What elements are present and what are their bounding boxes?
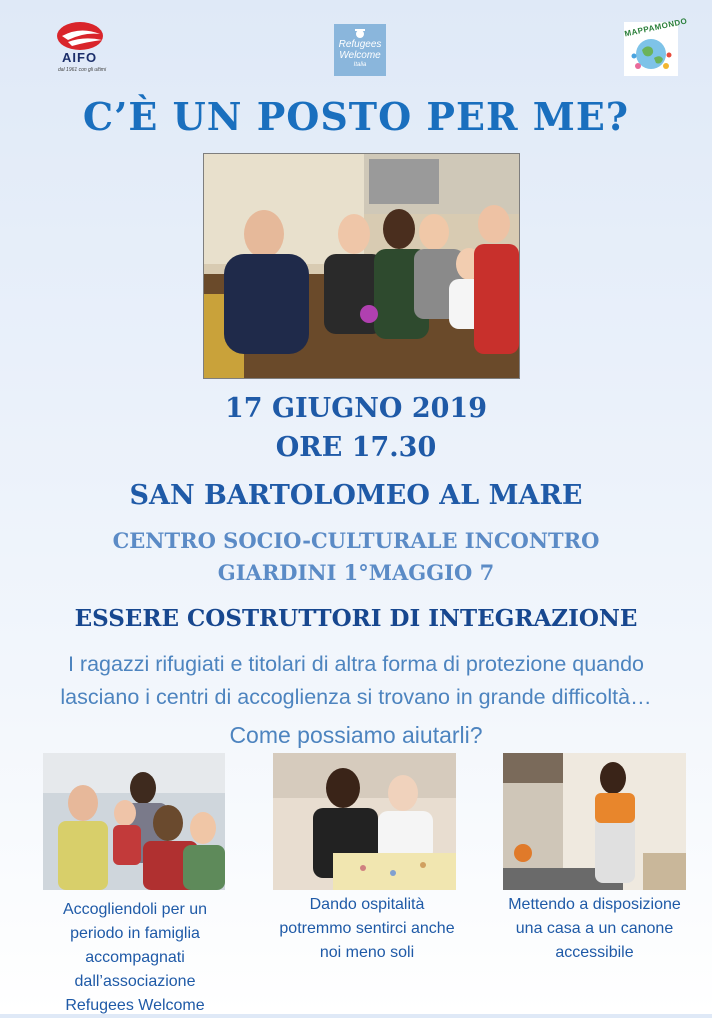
caption-line: periodo in famiglia bbox=[70, 925, 200, 942]
caption-hospitality bbox=[262, 893, 472, 965]
main-family-photo bbox=[203, 153, 520, 379]
caption-line: Refugees Welcome bbox=[65, 997, 205, 1014]
caption-house-offer bbox=[492, 893, 697, 965]
page-title: C’È UN POSTO PER ME? bbox=[82, 94, 630, 139]
aifo-logo bbox=[48, 20, 118, 78]
event-time: ORE 17.30 bbox=[275, 432, 437, 463]
event-venue-line1: CENTRO SOCIO-CULTURALE INCONTRO bbox=[112, 528, 600, 553]
body-question: Come possiamo aiutarli? bbox=[229, 722, 483, 748]
rw-logo-line2: Welcome bbox=[339, 50, 381, 61]
aifo-tagline: dal 1961 con gli ultimi bbox=[58, 67, 107, 73]
caption-line: una casa a un canone bbox=[515, 920, 674, 937]
family-hosting-photo bbox=[43, 753, 225, 890]
caption-line: accessibile bbox=[555, 944, 634, 961]
event-place: SAN BARTOLOMEO AL MARE bbox=[129, 480, 583, 511]
caption-line: dall’associazione bbox=[74, 973, 196, 990]
aifo-logo-text: AIFO bbox=[62, 50, 98, 65]
hospitality-photo bbox=[273, 753, 456, 890]
caption-line: Mettendo a disposizione bbox=[508, 896, 681, 913]
rw-logo-line1: Refugees bbox=[338, 39, 382, 50]
house-offer-photo bbox=[503, 753, 686, 890]
caption-line: accompagnati bbox=[85, 949, 185, 966]
caption-line: potremmo sentirci anche bbox=[279, 920, 455, 937]
rw-logo-line3: Italia bbox=[353, 62, 367, 68]
event-date: 17 GIUGNO 2019 bbox=[224, 393, 487, 424]
caption-line: Accogliendoli per un bbox=[62, 901, 208, 918]
caption-line: noi meno soli bbox=[319, 944, 415, 961]
caption-family-hosting bbox=[40, 898, 230, 1018]
event-venue-line2: GIARDINI 1°MAGGIO 7 bbox=[217, 560, 495, 585]
body-text-line1: I ragazzi rifugiati e titolari di altra forma di protezione quando bbox=[67, 652, 645, 676]
caption-line: Dando ospitalità bbox=[309, 896, 425, 913]
mappamondo-logo-text: MAPPAMONDO bbox=[623, 16, 689, 39]
body-text-line2: lasciano i centri di accoglienza si trovano in grande difficoltà… bbox=[60, 685, 652, 709]
refugees-welcome-logo bbox=[334, 24, 386, 76]
mappamondo-logo bbox=[623, 16, 689, 76]
section-heading: ESSERE COSTRUTTORI DI INTEGRAZIONE bbox=[74, 605, 638, 632]
